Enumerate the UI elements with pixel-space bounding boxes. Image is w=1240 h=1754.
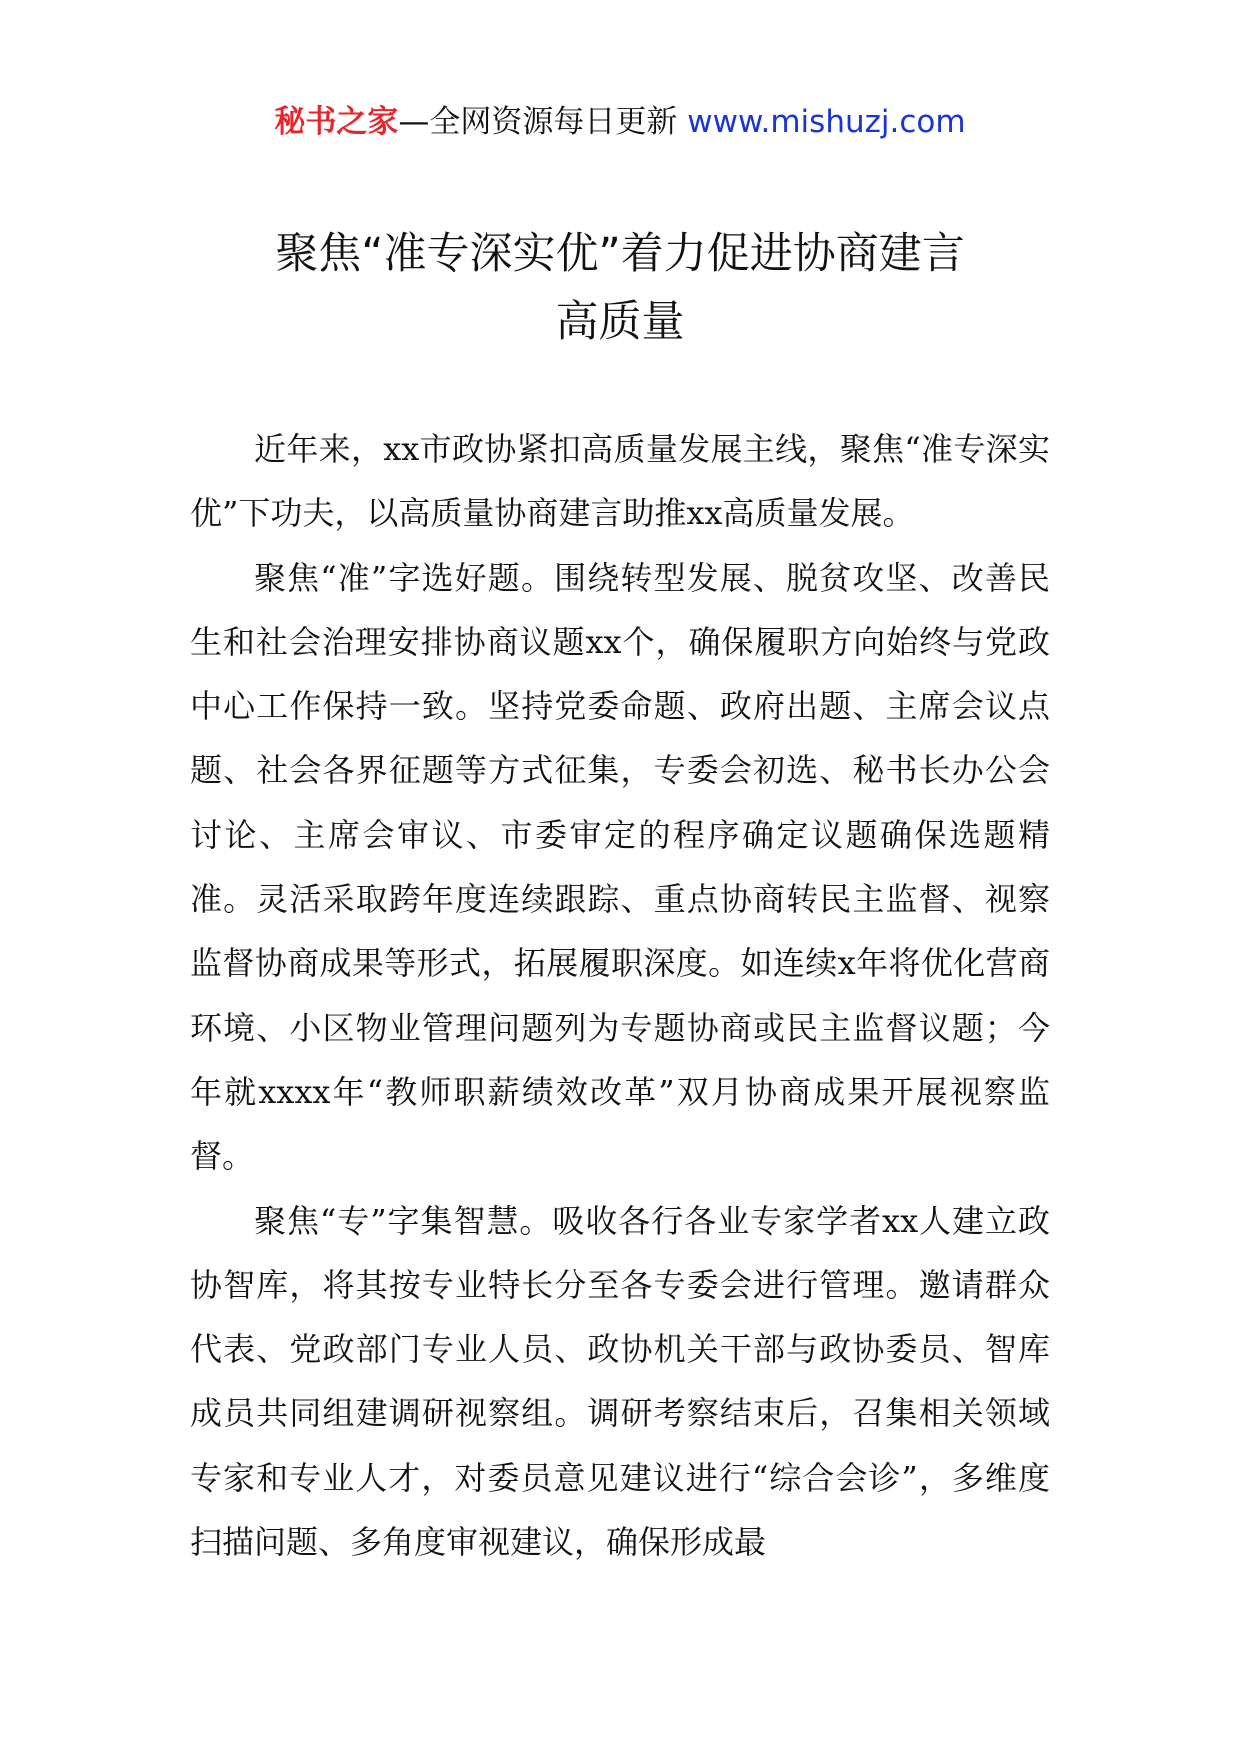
site-brand: 秘书之家 [274, 104, 399, 140]
site-header [0, 100, 1240, 144]
paragraph-zhuan: 聚焦“专”字集智慧。吸收各行各业专家学者xx人建立政协智库，将其按专业特长分至各专委会进行管理。邀请群众代表、党政部门专业人员、政协机关干部与政协委员、智库成员共同组建调研视察组。调研考察结束后，召集相关领域专家和专业人才，对委员意见建议进行“综合会诊”，多维度扫描问题、多角度审视建议，确保形成最 [190, 1201, 1050, 1562]
title-line-1: 聚焦“准专深实优”着力促进协商建言 [275, 229, 965, 279]
site-tagline: —全网资源每日更新 [398, 104, 688, 140]
document-title [140, 220, 1100, 356]
paragraph-intro: 近年来，xx市政协紧扣高质量发展主线，聚焦“准专深实优”下功夫，以高质量协商建言助推xx高质量发展。 [190, 430, 1050, 533]
site-url[interactable]: www.mishuzj.com [687, 104, 966, 140]
document-body [190, 417, 1050, 1574]
title-line-2: 高质量 [555, 297, 685, 347]
paragraph-zhun: 聚焦“准”字选好题。围绕转型发展、脱贫攻坚、改善民生和社会治理安排协商议题xx个，确保履职方向始终与党政中心工作保持一致。坚持党委命题、政府出题、主席会议点题、社会各界征题等方式征集，专委会初选、秘书长办公会讨论、主席会审议、市委审定的程序确定议题确保选题精准。灵活采取跨年度连续跟踪、重点协商转民主监督、视察监督协商成果等形式，拓展履职深度。如连续x年将优化营商环境、小区物业管理问题列为专题协商或民主监督议题；今年就xxxx年“教师职薪绩效改革”双月协商成果开展视察监督。 [190, 558, 1050, 1176]
